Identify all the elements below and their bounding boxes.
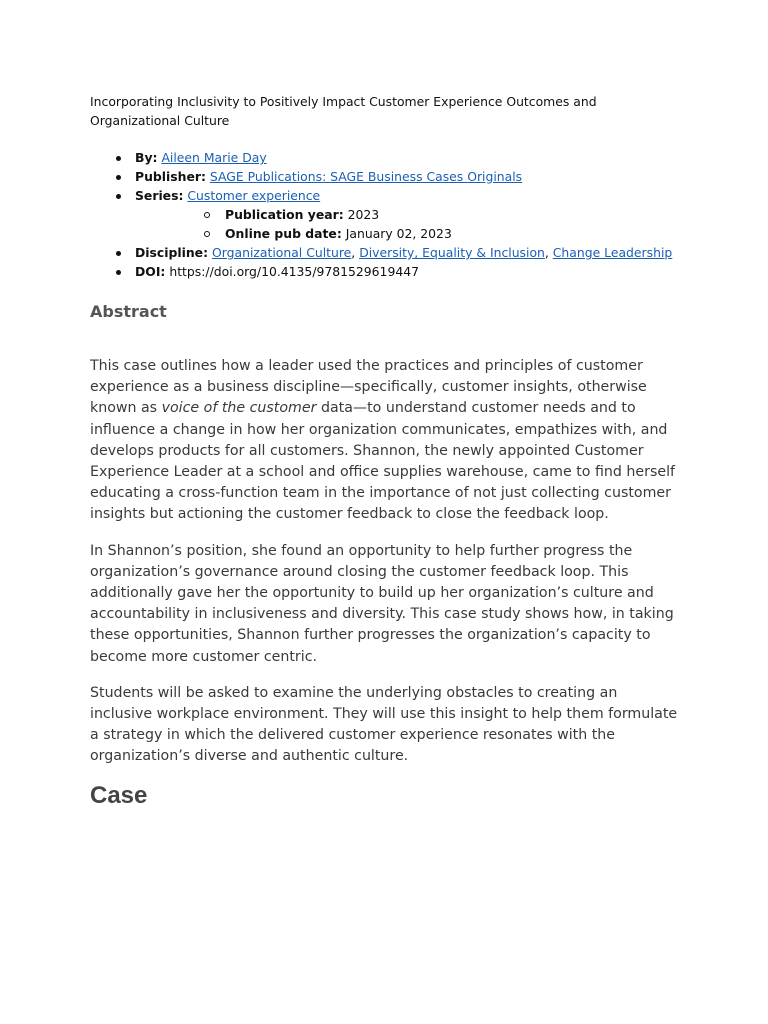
meta-doi-label: DOI: <box>135 264 166 279</box>
meta-publication-year-label: Publication year: <box>225 207 344 222</box>
meta-author <box>90 148 690 167</box>
meta-doi-value: https://doi.org/10.4135/9781529619447 <box>169 264 419 279</box>
meta-publication-year-value: 2023 <box>347 207 380 222</box>
series-link[interactable]: Customer experience <box>187 188 321 203</box>
discipline-separator: , <box>351 245 360 260</box>
document-page <box>90 92 690 809</box>
metadata-list <box>90 148 690 281</box>
meta-discipline <box>90 243 690 262</box>
author-link[interactable]: Aileen Marie Day <box>161 150 267 165</box>
abstract-p1-italic: voice of the customer <box>161 400 317 417</box>
document-title: Incorporating Inclusivity to Positively Impact Customer Experience Outcomes and Organizational Culture <box>90 94 597 128</box>
abstract-paragraph-2: In Shannon’s position, she found an opportunity to help further progress the organization’s governance around closing the customer feedback loop. This additionally gave her the opportunity to build up her organization’s culture and accountability in inclusiveness and diversity. This case study shows how, in taking these opportunities, Shannon further progresses the organization’s capacity to become more customer centric. <box>90 542 674 665</box>
meta-discipline-label: Discipline: <box>135 245 209 260</box>
meta-author-label: By: <box>135 150 158 165</box>
discipline-link-organizational-culture[interactable]: Organizational Culture <box>212 245 352 260</box>
meta-online-pub-date-value: January 02, 2023 <box>345 226 452 241</box>
discipline-link-change-leadership[interactable]: Change Leadership <box>552 245 673 260</box>
meta-series-label: Series: <box>135 188 184 203</box>
abstract-body <box>90 356 680 783</box>
meta-publication-year <box>135 205 690 224</box>
meta-online-pub-date <box>135 224 690 243</box>
discipline-separator: , <box>544 245 553 260</box>
meta-publisher-label: Publisher: <box>135 169 206 184</box>
meta-online-pub-date-label: Online pub date: <box>225 226 342 241</box>
abstract-p1-text-end: data—to understand customer needs and to influence a change in how her organization communicates, empathizes with, and develops products for all customers. Shannon, the newly appointed Customer Experience Leader at a school and office supplies warehouse, came to find herself educating a cross-function team in the importance of not just collecting customer insights but actioning the customer feedback to close the feedback loop. <box>90 400 676 523</box>
meta-series <box>90 186 690 243</box>
abstract-paragraph-1 <box>90 356 680 526</box>
case-heading: Case <box>90 782 148 809</box>
discipline-link-diversity-equality-inclusion[interactable]: Diversity, Equality & Inclusion <box>359 245 545 260</box>
abstract-heading: Abstract <box>90 302 167 321</box>
abstract-paragraph-3: Students will be asked to examine the underlying obstacles to creating an inclusive workplace environment. They will use this insight to help them formulate a strategy in which the delivered customer experience resonates with the organization’s diverse and authentic culture. <box>90 684 678 765</box>
meta-doi <box>90 262 690 281</box>
series-sublist <box>135 205 690 243</box>
publisher-link[interactable]: SAGE Publications: SAGE Business Cases Originals <box>209 169 523 184</box>
meta-publisher <box>90 167 690 186</box>
abstract-p1-text-start: This case outlines how a leader used the practices and principles of customer experience as a business discipline—specifically, customer insights, otherwise known as <box>90 358 647 417</box>
